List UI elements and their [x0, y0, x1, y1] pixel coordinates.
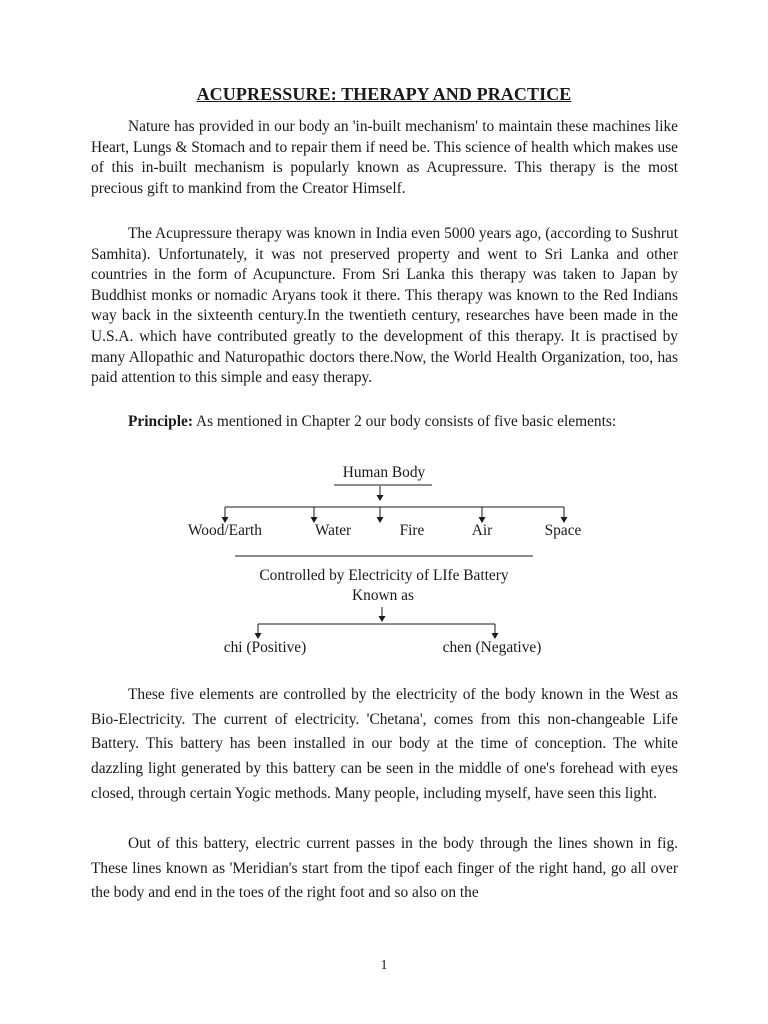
- paragraph-bio-electricity: These five elements are controlled by the electricity of the body known in the West as Bio-Electricity. The current of electricity. 'Chetana', comes from this non-changeable Life Battery. This battery has been installed in our body at the time of conception. The white dazzling light generated by this battery can be seen in the middle of one's forehead with eyes closed, through certain Yogic methods. Many people, including myself, have seen this light.: [91, 686, 678, 802]
- node-element-air: Air: [471, 522, 493, 539]
- principle-label: Principle:: [128, 413, 193, 430]
- node-element-wood-earth: Wood/Earth: [188, 522, 262, 539]
- page-title: ACUPRESSURE: THERAPY AND PRACTICE: [196, 84, 572, 104]
- node-controlled-by: Controlled by Electricity of LIfe Battery: [259, 567, 509, 584]
- paragraph-intro: Nature has provided in our body an 'in-built mechanism' to maintain these machines like Heart, Lungs & Stomach and to repair them if need be. This science of health which makes use of this in-built mechanism is popularly known as Acupressure. This therapy is the most precious gift to mankind from the Creator Himself.: [91, 118, 678, 197]
- node-human-body: Human Body: [342, 464, 426, 481]
- paragraph-meridians: Out of this battery, electric current passes in the body through the lines shown in fig. These lines known as 'Meridian's start from the tipof each finger of the right hand, go all over the body and end in the toes of the right foot and so also on the: [91, 835, 678, 902]
- node-chi-positive: chi (Positive): [223, 639, 307, 656]
- node-known-as: Known as: [352, 587, 414, 604]
- principle-text: As mentioned in Chapter 2 our body consists of five basic elements:: [192, 413, 617, 430]
- page-number: 1: [380, 958, 388, 973]
- paragraph-history: The Acupressure therapy was known in India even 5000 years ago, (according to Sushrut Samhita). Unfortunately, it was not preserved property and went to Sri Lanka and other countries in the form of Acupuncture. From Sri Lanka this therapy was taken to Japan by Buddhist monks or nomadic Aryans took it there. This therapy was known to the Red Indians way back in the sixteenth century.In the twentieth century, researches have been made in the U.S.A. which have contributed greatly to the development of this therapy. It is practised by many Allopathic and Naturopathic doctors there.Now, the World Health Organization, too, has paid attention to this simple and easy therapy.: [91, 225, 678, 387]
- node-element-water: Water: [314, 522, 352, 539]
- node-element-space: Space: [544, 522, 582, 539]
- node-element-fire: Fire: [399, 522, 425, 539]
- node-chen-negative: chen (Negative): [442, 639, 542, 656]
